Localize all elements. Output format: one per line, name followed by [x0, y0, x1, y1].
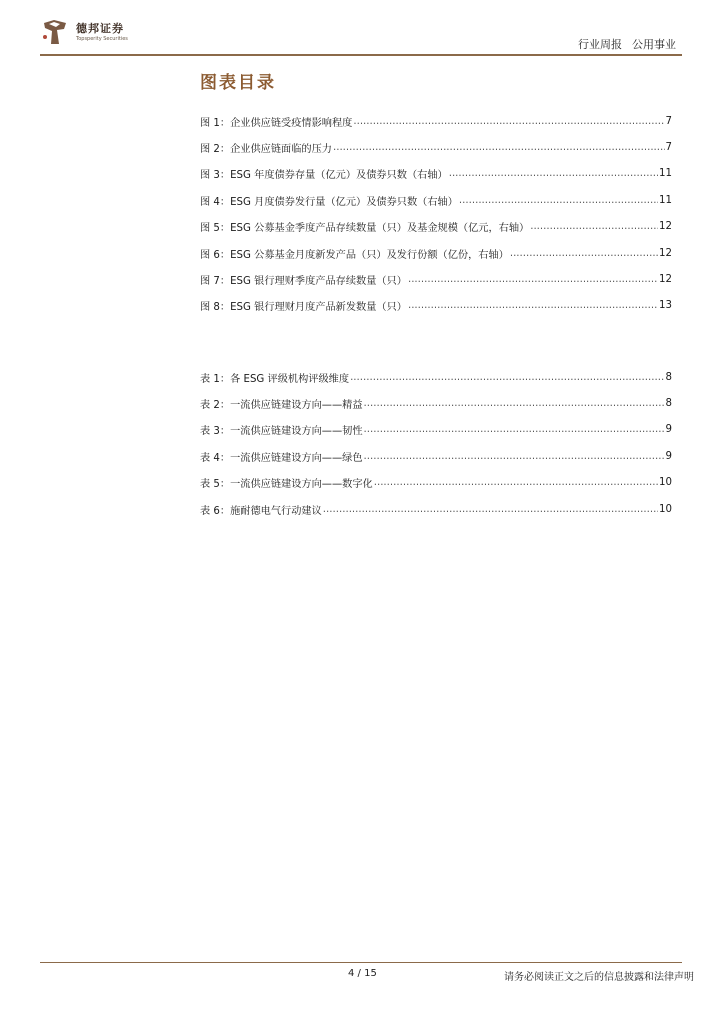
dot-leader	[510, 248, 658, 259]
figure-entry-page: 11	[659, 168, 672, 180]
figure-entry-page: 7	[665, 142, 672, 154]
table-entry-label: 表 4：一流供应链建设方向——绿色	[200, 452, 363, 464]
footer-disclaimer: 请务必阅读正文之后的信息披露和法律声明	[504, 972, 694, 983]
brand-name-en: Topsperity Securities	[76, 35, 128, 42]
dot-leader	[333, 142, 665, 153]
report-category	[578, 36, 676, 52]
page-header	[0, 0, 724, 60]
table-entry-label: 表 2：一流供应链建设方向——精益	[200, 400, 363, 412]
figure-entry[interactable]	[200, 293, 672, 319]
figure-entry[interactable]	[200, 108, 672, 134]
figure-entry-label: 图 7：ESG 银行理财季度产品存续数量（只）	[200, 276, 407, 288]
table-entry[interactable]	[200, 443, 672, 469]
figure-entry-page: 12	[659, 221, 672, 233]
figure-entry[interactable]	[200, 161, 672, 187]
table-entry-page: 8	[665, 398, 672, 410]
table-entry[interactable]	[200, 390, 672, 416]
table-entry-label: 表 1：各 ESG 评级机构评级维度	[200, 373, 350, 385]
table-entry[interactable]	[200, 364, 672, 390]
page-number: 4 / 15	[348, 968, 377, 979]
figure-entry[interactable]	[200, 214, 672, 240]
dot-leader	[323, 504, 658, 515]
brand-mark-icon	[40, 17, 70, 47]
figure-entry-label: 图 5：ESG 公募基金季度产品存续数量（只）及基金规模（亿元，右轴）	[200, 223, 530, 235]
brand-name-cn: 德邦证券	[76, 21, 124, 35]
table-entry-page: 9	[665, 450, 672, 462]
header-divider	[40, 54, 682, 56]
figure-entry-label: 图 4：ESG 月度债券发行量（亿元）及债券只数（右轴）	[200, 196, 458, 208]
table-entry-label: 表 3：一流供应链建设方向——韧性	[200, 426, 363, 438]
table-entry[interactable]	[200, 470, 672, 496]
figure-entry[interactable]	[200, 134, 672, 160]
figure-entry-page: 13	[659, 300, 672, 312]
dot-leader	[353, 116, 664, 127]
dot-leader	[459, 195, 658, 206]
dot-leader	[364, 398, 665, 409]
table-entry-page: 10	[659, 477, 672, 489]
dot-leader	[364, 424, 665, 435]
table-entry[interactable]	[200, 496, 672, 522]
dot-leader	[374, 477, 658, 488]
figure-entry-page: 7	[665, 115, 672, 127]
report-type: 行业周报	[578, 38, 622, 51]
dot-leader	[449, 168, 658, 179]
figure-entry-page: 11	[659, 194, 672, 206]
dot-leader	[408, 300, 658, 311]
dot-leader	[530, 221, 658, 232]
table-entry-page: 9	[665, 424, 672, 436]
figure-entry[interactable]	[200, 240, 672, 266]
dot-leader	[408, 274, 658, 285]
table-list	[200, 364, 672, 522]
figure-list	[200, 108, 672, 319]
figure-entry-page: 12	[659, 247, 672, 259]
report-sector: 公用事业	[632, 38, 676, 51]
figure-entry-page: 12	[659, 274, 672, 286]
figure-entry[interactable]	[200, 266, 672, 292]
figure-entry-label: 图 2：企业供应链面临的压力	[200, 144, 332, 156]
figure-entry[interactable]	[200, 187, 672, 213]
table-entry[interactable]	[200, 417, 672, 443]
dot-leader	[350, 372, 664, 383]
figure-entry-label: 图 6：ESG 公募基金月度新发产品（只）及发行份额（亿份，右轴）	[200, 249, 509, 261]
figure-entry-label: 图 1：企业供应链受疫情影响程度	[200, 117, 353, 129]
table-entry-label: 表 6：施耐德电气行动建议	[200, 505, 322, 517]
toc-title: 图表目录	[200, 73, 276, 93]
figure-entry-label: 图 3：ESG 年度债券存量（亿元）及债券只数（右轴）	[200, 170, 448, 182]
dot-leader	[364, 451, 665, 462]
table-entry-page: 10	[659, 503, 672, 515]
figure-entry-label: 图 8：ESG 银行理财月度产品新发数量（只）	[200, 302, 407, 314]
table-entry-label: 表 5：一流供应链建设方向——数字化	[200, 479, 373, 491]
footer-divider	[40, 962, 682, 963]
table-entry-page: 8	[665, 371, 672, 383]
brand-logo	[40, 14, 160, 50]
